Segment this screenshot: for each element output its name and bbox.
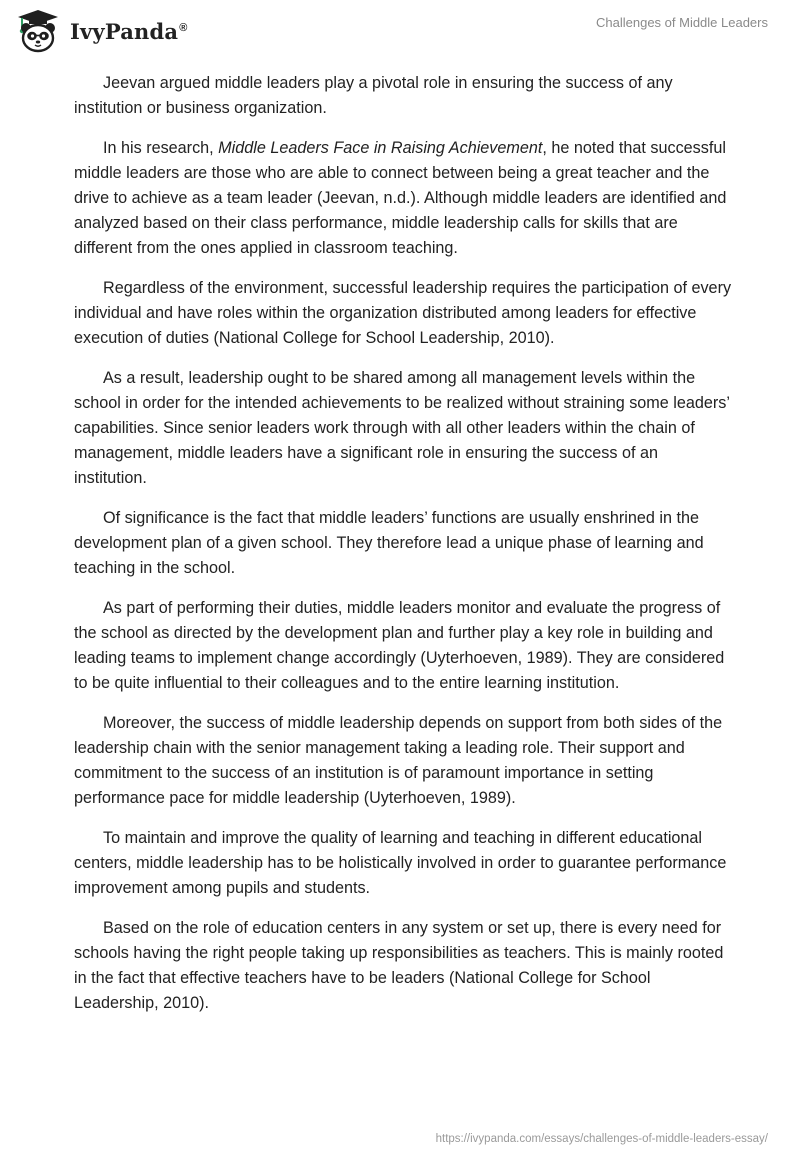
- paragraph-7: Moreover, the success of middle leadership depends on support from both sides of the leadership chain with the senior management taking a leading role. Their support and commitment to the success of an institution is of paramount importance in setting performance pace for middle leadership (Uyterhoeven, 1989).: [74, 714, 723, 807]
- source-url-link[interactable]: https://ivypanda.com/essays/challenges-of-middle-leaders-essay/: [435, 1133, 768, 1145]
- paragraph-8: To maintain and improve the quality of learning and teaching in different educational centers, middle leadership has to be holistically involved in order to guarantee performance improvement among pupils and students.: [74, 829, 727, 897]
- brand-name: IvyPanda®: [70, 18, 188, 44]
- paragraph-1: Jeevan argued middle leaders play a pivotal role in ensuring the success of any institution or business organization.: [74, 74, 673, 117]
- paragraph-4: As a result, leadership ought to be shared among all management levels within the school in order for the intended achievements to be realized without straining some leaders’ capabilities. Since senior leaders work through with all other leaders within the chain of management, middle leaders have a significant role in ensuring the success of an institution.: [74, 369, 730, 487]
- document-title: Challenges of Middle Leaders: [596, 15, 768, 30]
- page-header: [0, 0, 800, 60]
- paragraph-9: Based on the role of education centers in any system or set up, there is every need for schools having the right people taking up responsibilities as teachers. This is mainly rooted in the fact that effective teachers have to be leaders (National College for School Leadership, 2010).: [74, 919, 724, 1012]
- paragraph-2-rest: , he noted that successful middle leaders are those who are able to connect between being a great teacher and the drive to achieve as a team leader (Jeevan, n.d.). Although middle leaders are identified and analyzed based on their class performance, middle leadership calls for skills that are different from the ones applied in classroom teaching.: [74, 139, 727, 257]
- registered-mark: ®: [179, 21, 188, 34]
- paragraph-3: Regardless of the environment, successful leadership requires the participation of every individual and have roles within the organization distributed among leaders for effective execution of duties (National College for School Leadership, 2010).: [74, 279, 732, 347]
- panda-graduate-icon: [14, 8, 62, 54]
- paragraph-6: As part of performing their duties, middle leaders monitor and evaluate the progress of the school as directed by the development plan and further play a key role in building and leading teams to implement change accordingly (Uyterhoeven, 1989). They are considered to be quite influential to their colleagues and to the entire learning institution.: [74, 599, 725, 692]
- paragraph-2: [74, 136, 734, 261]
- essay-body: [74, 71, 734, 1031]
- paragraph-5: Of significance is the fact that middle leaders’ functions are usually enshrined in the development plan of a given school. They therefore lead a unique phase of learning and teaching in the school.: [74, 509, 704, 577]
- paragraph-2-lead: In his research,: [103, 139, 219, 157]
- research-title: Middle Leaders Face in Raising Achievement: [218, 139, 543, 157]
- ivypanda-logo[interactable]: [14, 8, 188, 54]
